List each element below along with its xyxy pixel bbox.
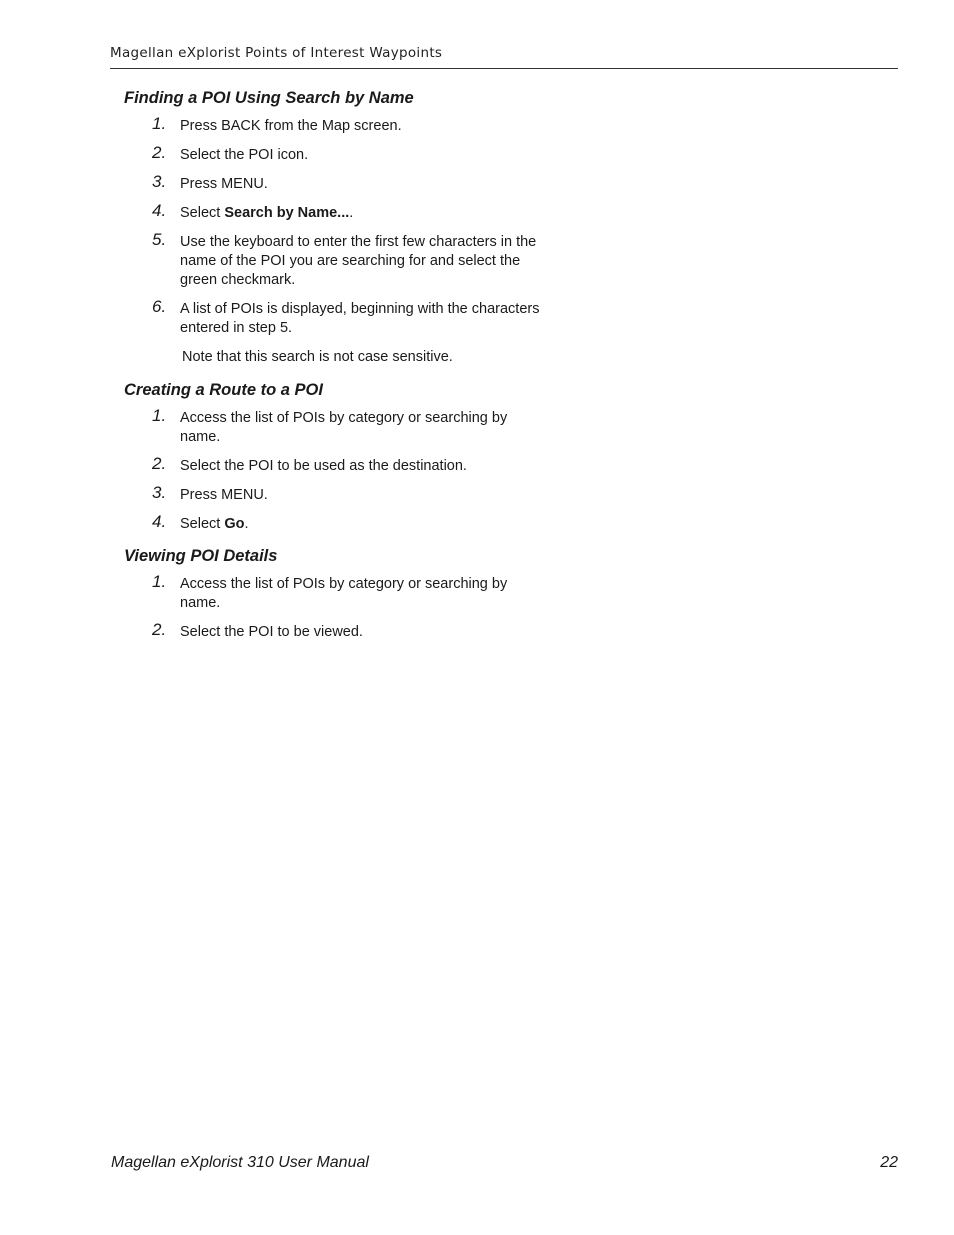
step-text: Select the POI to be viewed. [180, 624, 363, 640]
step-item [124, 512, 544, 534]
step-item [124, 230, 544, 290]
step-number: 4. [152, 201, 167, 220]
step-text: Use the keyboard to enter the first few characters in the name of the POI you are searching for and select the green checkmark. [180, 234, 537, 288]
running-header: Magellan eXplorist Points of Interest Waypoints [110, 45, 898, 69]
step-number: 1. [152, 572, 167, 591]
step-item [124, 201, 544, 223]
step-number: 3. [152, 172, 167, 191]
step-item [124, 143, 544, 165]
step-text: Access the list of POIs by category or searching by name. [180, 410, 508, 445]
footer-page-number: 22 [880, 1154, 898, 1171]
step-text: A list of POIs is displayed, beginning with the characters entered in step 5. [180, 301, 540, 336]
step-number: 1. [152, 406, 167, 425]
step-number: 2. [152, 454, 167, 473]
step-text-suffix: . [244, 516, 249, 532]
step-item [124, 114, 544, 136]
step-number: 1. [152, 114, 167, 133]
step-item [124, 454, 544, 476]
section-heading: Viewing POI Details [124, 547, 278, 565]
step-text: Access the list of POIs by category or searching by name. [180, 576, 508, 611]
step-text-prefix: Select [180, 205, 225, 221]
step-text: Select the POI icon. [180, 147, 309, 163]
section-poi-details [124, 545, 544, 642]
step-text: Press MENU. [180, 487, 268, 503]
step-item [124, 572, 544, 613]
step-number: 4. [152, 512, 167, 531]
section-heading: Finding a POI Using Search by Name [124, 89, 414, 107]
step-number: 6. [152, 297, 167, 316]
step-item [124, 483, 544, 505]
step-item [124, 172, 544, 194]
step-text: Press BACK from the Map screen. [180, 118, 402, 134]
step-text-suffix: . [349, 205, 354, 221]
step-number: 3. [152, 483, 167, 502]
step-item [124, 620, 544, 642]
step-text: Select the POI to be used as the destination. [180, 458, 467, 474]
step-text [180, 205, 353, 221]
menu-option-label: Search by Name... [224, 205, 350, 221]
step-item [124, 406, 544, 447]
step-text-prefix: Select [180, 516, 225, 532]
footer-manual-title: Magellan eXplorist 310 User Manual [111, 1154, 369, 1171]
step-item [124, 297, 544, 338]
step-number: 2. [152, 143, 167, 162]
step-list [124, 406, 544, 534]
step-text: Press MENU. [180, 176, 268, 192]
section-route-to-poi [124, 379, 544, 534]
section-search-by-name [124, 87, 544, 367]
step-note: Note that this search is not case sensitive. [182, 349, 453, 365]
section-heading: Creating a Route to a POI [124, 381, 323, 399]
step-number: 5. [152, 230, 167, 249]
step-text [180, 516, 249, 532]
step-list [124, 572, 544, 642]
step-number: 2. [152, 620, 167, 639]
page-content [124, 87, 544, 653]
menu-option-label: Go [224, 516, 245, 532]
step-list [124, 114, 544, 338]
